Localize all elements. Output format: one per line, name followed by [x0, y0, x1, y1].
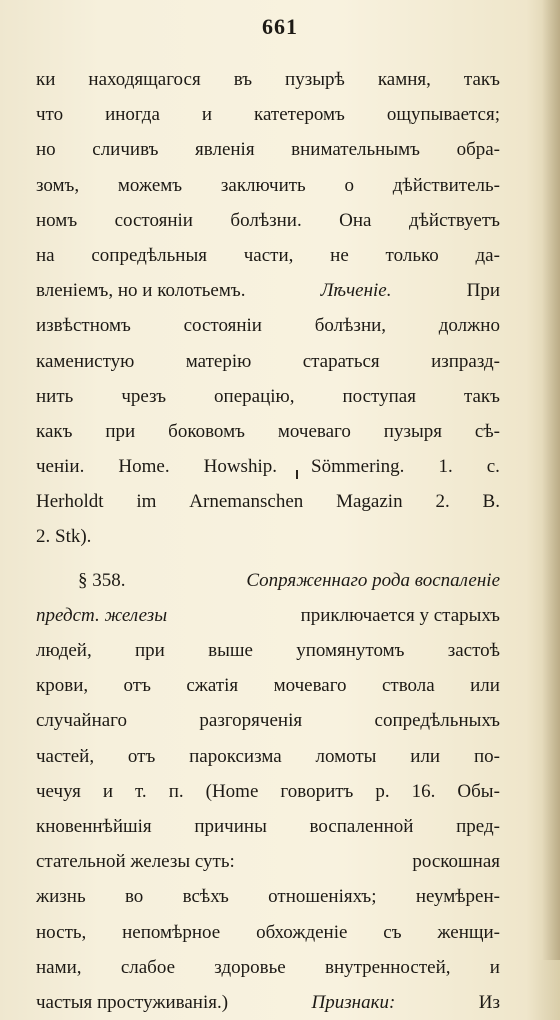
- text-line: [36, 344, 500, 379]
- text-line: [36, 915, 500, 950]
- word: камня,: [377, 69, 431, 90]
- word: нить: [36, 385, 74, 407]
- word: по-: [473, 745, 500, 767]
- word: воспаленной: [309, 815, 414, 837]
- word: должно: [438, 315, 500, 337]
- text-line: [36, 203, 500, 238]
- word: ченіи.: [36, 456, 85, 478]
- word: каменистую: [36, 350, 135, 372]
- text-line: [36, 308, 500, 343]
- word: во: [124, 886, 144, 908]
- section-heading-line: [36, 563, 500, 598]
- word: п.: [168, 780, 184, 802]
- text-line: [36, 668, 500, 703]
- text-line: вленіемъ, но и колотьемъ. Лѣченіе. При: [36, 273, 500, 308]
- word: выше: [208, 640, 253, 661]
- text-line: [36, 97, 500, 132]
- word: чечуя: [36, 780, 81, 802]
- word: что: [36, 104, 64, 126]
- text-line: [36, 484, 500, 519]
- word: отъ: [123, 675, 151, 697]
- text-line: [36, 449, 500, 484]
- word: стараться: [302, 350, 380, 372]
- word: разгоряченія: [199, 710, 303, 732]
- word: и: [489, 956, 500, 978]
- word: отъ: [127, 745, 156, 767]
- word: только: [385, 244, 439, 266]
- word: ощупывается;: [386, 104, 500, 126]
- word: сѣ-: [474, 420, 500, 442]
- text-line: [36, 168, 500, 203]
- word: съ: [383, 921, 402, 943]
- page-edge-shadow: [542, 0, 560, 960]
- word: р.: [375, 780, 390, 802]
- section-number: § 358.: [78, 569, 126, 591]
- word: всѣхъ: [182, 886, 229, 908]
- word: B.: [482, 491, 500, 513]
- text-line: [36, 950, 500, 985]
- word: Herholdt: [36, 491, 104, 513]
- word: можемъ: [117, 174, 183, 196]
- word: катетеромъ: [254, 104, 345, 126]
- word: или: [470, 675, 500, 697]
- word: пароксизма: [189, 745, 282, 767]
- word: обра-: [456, 139, 500, 161]
- word: болѣзни,: [314, 315, 387, 337]
- word: но: [36, 139, 56, 161]
- word: какъ: [36, 420, 73, 442]
- word: ломоты: [315, 745, 377, 767]
- word: извѣстномъ: [36, 315, 131, 337]
- word: непомѣрное: [122, 921, 221, 943]
- word: части,: [243, 244, 294, 266]
- word: сопредѣльныхъ: [374, 710, 500, 732]
- text-line: [36, 879, 500, 914]
- word: зомъ,: [36, 174, 80, 196]
- text-line: стательной железы суть: роскошная: [36, 851, 500, 873]
- text-line: [36, 739, 500, 774]
- word: состояніи: [114, 209, 193, 231]
- word: такъ: [463, 69, 500, 90]
- text-line: частыя простуживанія.) Признаки: Из: [36, 985, 500, 1020]
- word: да-: [475, 244, 500, 266]
- word: при: [135, 640, 165, 661]
- word: или: [410, 745, 441, 767]
- italic-heading-lechenie: Лѣченіе.: [320, 280, 392, 302]
- word: Она: [339, 209, 372, 231]
- word: мочеваго: [273, 675, 347, 697]
- text-line: [36, 703, 500, 738]
- word: и: [201, 104, 213, 126]
- word: номъ: [36, 209, 78, 231]
- word: въ: [233, 69, 253, 90]
- word: пузырѣ: [285, 69, 345, 90]
- word: не: [330, 244, 349, 266]
- word: такъ: [463, 385, 500, 407]
- word: Sömmering.: [311, 456, 405, 478]
- word: сжатія: [186, 675, 239, 697]
- text-line: 2. Stk).: [36, 526, 92, 548]
- word: Home.: [118, 456, 170, 478]
- word: пред-: [456, 815, 500, 837]
- word: обхожденіе: [256, 921, 348, 943]
- word: неумѣрен-: [415, 886, 500, 908]
- word: c.: [486, 456, 500, 478]
- word: дѣйствитель-: [392, 174, 500, 196]
- word: изпразд-: [431, 350, 500, 372]
- text-line: [36, 633, 500, 668]
- word: отношеніяхъ;: [268, 886, 377, 908]
- word: поступая: [342, 385, 416, 407]
- paragraph-gap: [36, 555, 500, 563]
- section-italic-title: Сопряженнаго рода воспаленіе: [246, 569, 500, 591]
- text-line: [36, 414, 500, 449]
- word: и: [102, 780, 114, 802]
- italic-heading-priznaki: Признаки:: [311, 991, 396, 1013]
- word: ки: [36, 69, 56, 90]
- word: сличивъ: [92, 139, 159, 161]
- word: Arnemanschen: [189, 491, 304, 513]
- word: явленія: [195, 139, 255, 161]
- word: мочеваго: [277, 420, 351, 442]
- page-number: 661: [262, 14, 298, 39]
- word: женщи-: [437, 921, 500, 943]
- word: Обы-: [457, 780, 500, 802]
- word: слабое: [120, 956, 176, 978]
- word: крови,: [36, 675, 89, 697]
- word: 2.: [435, 491, 450, 513]
- word: частей,: [36, 745, 95, 767]
- text-line: [36, 132, 500, 167]
- word: на: [36, 244, 55, 266]
- word: пузыря: [383, 420, 442, 442]
- text-line: [36, 62, 500, 97]
- word: болѣзни.: [230, 209, 302, 231]
- word: матерію: [185, 350, 252, 372]
- word: застоѣ: [447, 640, 500, 661]
- section-italic-title-cont: предст. железы: [36, 604, 168, 626]
- text-line: [36, 809, 500, 844]
- text-line: предст. железы приключается у старыхъ: [36, 598, 500, 633]
- word: нами,: [36, 956, 82, 978]
- word: (Home: [205, 780, 259, 802]
- word: заключить: [220, 174, 306, 196]
- word: о: [344, 174, 354, 196]
- word: внутренностей,: [324, 956, 451, 978]
- word: находящагося: [88, 69, 201, 90]
- word: внимательнымъ: [291, 139, 420, 161]
- word: состояніи: [183, 315, 262, 337]
- page-text: [36, 62, 500, 1020]
- word: причины: [194, 815, 267, 837]
- word: сопредѣльныя: [91, 244, 207, 266]
- word: упомянутомъ: [296, 640, 405, 661]
- word: дѣйствуетъ: [408, 209, 500, 231]
- word: боковомъ: [168, 420, 245, 442]
- text-line: [36, 379, 500, 414]
- word: т.: [135, 780, 147, 802]
- word: 1.: [438, 456, 453, 478]
- word: Howship.: [203, 456, 277, 478]
- word: ность,: [36, 921, 87, 943]
- stray-ink-mark: [296, 470, 298, 479]
- word: 16.: [411, 780, 436, 802]
- word: im: [136, 491, 157, 513]
- word: Magazin: [336, 491, 403, 513]
- word: здоровье: [214, 956, 286, 978]
- word: иногда: [105, 104, 160, 126]
- word: случайнаго: [36, 710, 127, 732]
- word: чрезъ: [121, 385, 167, 407]
- word: людей,: [36, 640, 92, 661]
- word: ствола: [381, 675, 435, 697]
- word: кновеннѣйшія: [36, 815, 152, 837]
- word: жизнь: [36, 886, 86, 908]
- word: операцію,: [214, 385, 295, 407]
- word: говоритъ: [280, 780, 354, 802]
- word: при: [105, 420, 136, 442]
- text-line: [36, 238, 500, 273]
- text-line: [36, 774, 500, 809]
